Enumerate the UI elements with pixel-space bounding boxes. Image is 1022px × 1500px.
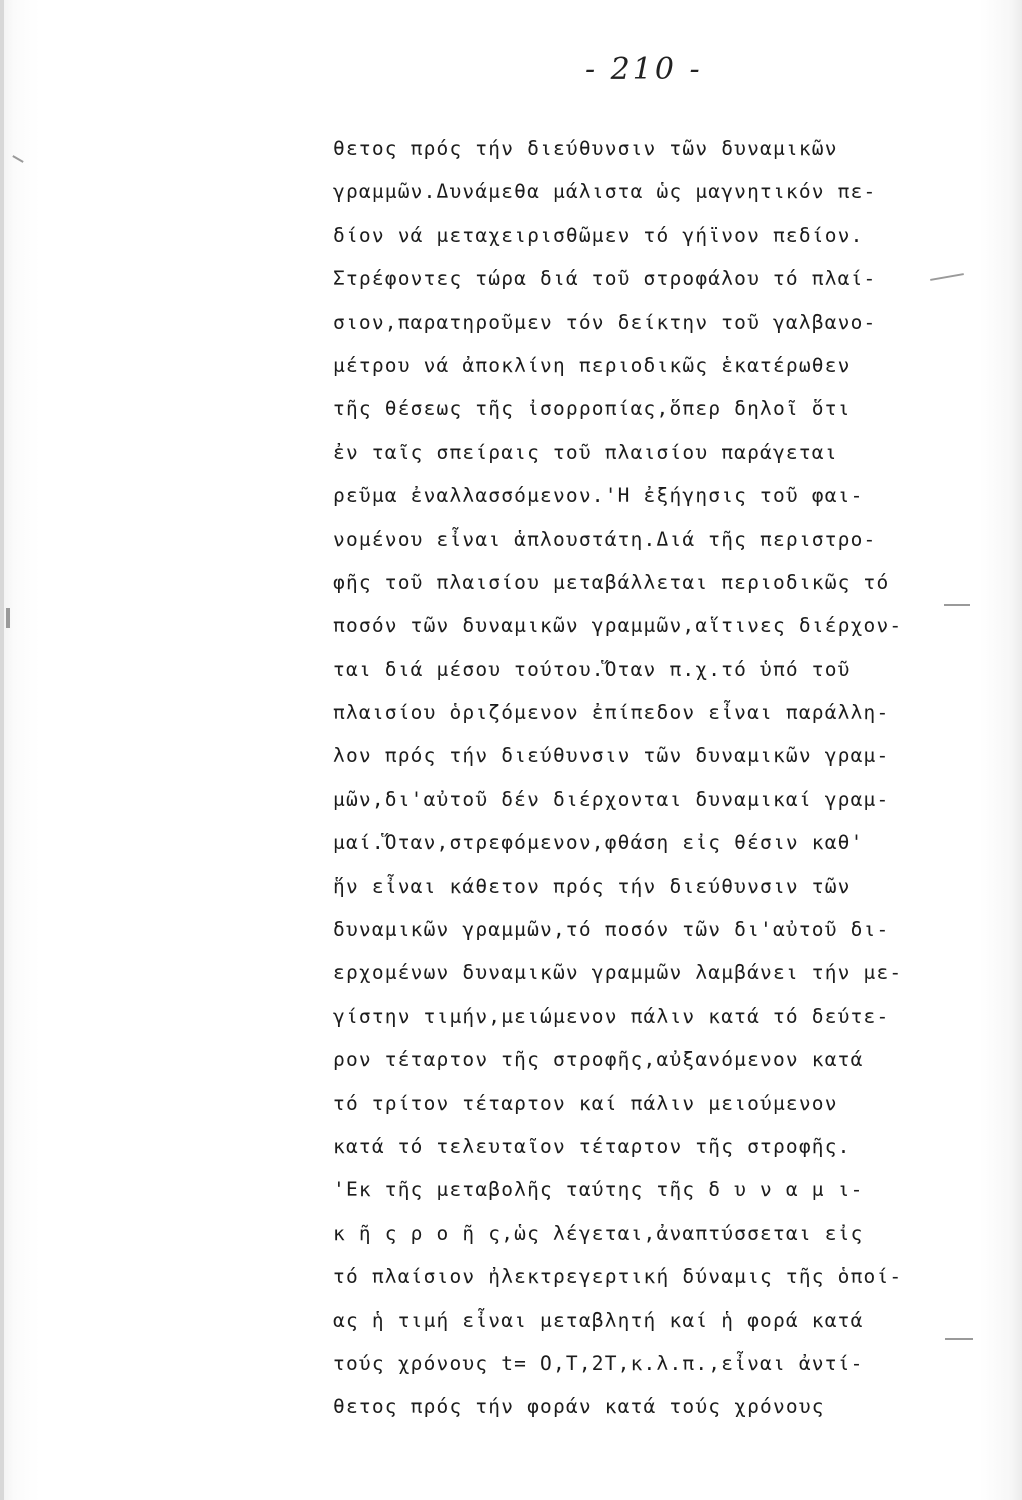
text-line: θετος πρός τήν διεύθυνσιν τῶν δυναμικῶν (333, 137, 838, 160)
text-line: τούς χρόνους t= O,T,2T,κ.λ.π.,εἶναι ἀντί- (333, 1351, 864, 1375)
typewritten-text-body (333, 127, 933, 1429)
text-line: σιον,παρατηροῦμεν τόν δείκτην τοῦ γαλβανο- (333, 310, 877, 334)
text-line: φῆς τοῦ πλαισίου μεταβάλλεται περιοδικῶς τό (333, 570, 890, 594)
text-line: ρον τέταρτον τῆς στροφῆς,αὐξανόμενον κατά (333, 1048, 864, 1072)
text-line: ρεῦμα ἐναλλασσόμενον.'Η ἐξήγησις τοῦ φαι- (333, 484, 864, 508)
text-line: τό πλαίσιον ἠλεκτρεγερτική δύναμις τῆς ὁποί- (333, 1265, 903, 1289)
text-line: δίον νά μεταχειρισθῶμεν τό γήϊνον πεδίον. (333, 223, 864, 247)
text-line: κατά τό τελευταῖον τέταρτον τῆς στροφῆς. (333, 1134, 851, 1158)
text-line: ας ἡ τιμή εἶναι μεταβλητή καί ἡ φορά κατά (333, 1308, 864, 1332)
text-line: 'Εκ τῆς μεταβολῆς ταύτης τῆς δ υ ν α μ ι- (333, 1178, 864, 1202)
text-line: μαί.Ὅταν,στρεφόμενον,φθάση εἰς θέσιν καθ' (333, 831, 864, 855)
text-line: τῆς θέσεως τῆς ἰσορροπίας,ὅπερ δηλοῖ ὅτι (333, 397, 851, 421)
text-line: μῶν,δι'αὐτοῦ δέν διέρχονται δυναμικαί γραμ- (333, 787, 890, 811)
text-line: ἥν εἶναι κάθετον πρός τήν διεύθυνσιν τῶν (333, 874, 851, 898)
page-edge (0, 0, 4, 1500)
margin-mark (930, 273, 964, 281)
text-line: λον πρός τήν διεύθυνσιν τῶν δυναμικῶν γραμ- (333, 744, 890, 768)
text-line: θετος πρός τήν φοράν κατά τούς χρόνους (333, 1395, 825, 1419)
text-line: Στρέφοντες τώρα διά τοῦ στροφάλου τό πλαί- (333, 267, 877, 291)
text-line: ται διά μέσου τούτου.Ὅταν π.χ.τό ὑπό τοῦ (333, 657, 851, 681)
text-line: γίστην τιμήν,μειώμενον πάλιν κατά τό δεύτε- (333, 1004, 890, 1028)
margin-mark (944, 604, 970, 606)
margin-mark (6, 608, 10, 628)
text-line: δυναμικῶν γραμμῶν,τό ποσόν τῶν δι'αὐτοῦ δι- (333, 918, 890, 942)
text-line: νομένου εἶναι ἁπλουστάτη.Διά τῆς περιστρο- (333, 527, 877, 551)
text-line: ἐν ταῖς σπείραις τοῦ πλαισίου παράγεται (333, 440, 838, 464)
text-line: πλαισίου ὁριζόμενον ἐπίπεδον εἶναι παράλλη- (333, 701, 890, 725)
text-line: ερχομένων δυναμικῶν γραμμῶν λαμβάνει τήν με- (333, 961, 903, 985)
margin-mark (12, 155, 23, 163)
text-line: μέτρου νά ἀποκλίνη περιοδικῶς ἑκατέρωθεν (333, 353, 851, 377)
page-number: - 210 - (585, 52, 703, 87)
text-line: τό τρίτον τέταρτον καί πάλιν μειούμενον (333, 1091, 838, 1115)
text-line: ποσόν τῶν δυναμικῶν γραμμῶν,αἵτινες διέρχον- (333, 614, 903, 638)
margin-mark (945, 1338, 973, 1340)
text-line: γραμμῶν.Δυνάμεθα μάλιστα ὡς μαγνητικόν πε- (333, 180, 877, 204)
text-line: κ ῆ ς ρ ο ῆ ς,ὡς λέγεται,ἀναπτύσσεται εἰς (333, 1221, 864, 1245)
